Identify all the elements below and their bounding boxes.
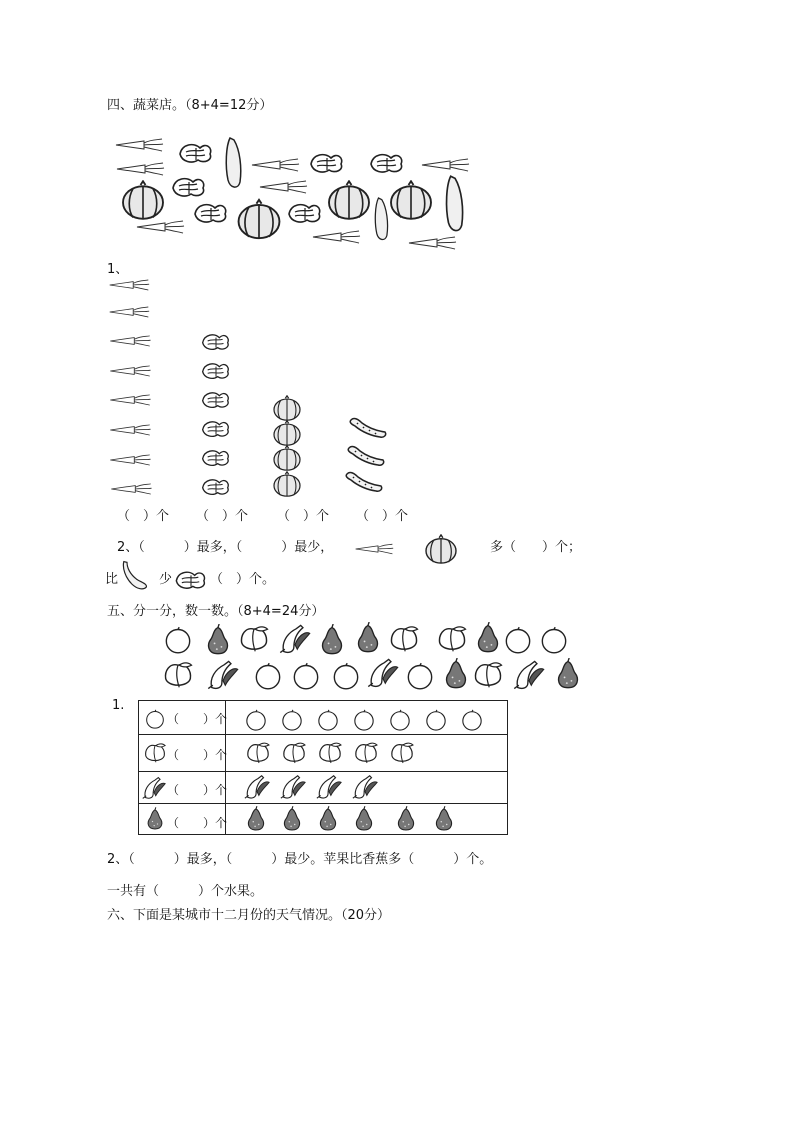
carrot-icon (108, 306, 150, 318)
cabbage-icon (170, 174, 208, 198)
peach-icon (389, 741, 415, 765)
peach-icon (317, 741, 343, 765)
pear-count-blank: （ ）个 (167, 816, 228, 830)
apple-icon (425, 709, 447, 731)
pear-icon (204, 624, 232, 656)
pear-icon (245, 806, 267, 832)
pear-icon (145, 807, 165, 831)
carrot-icon (108, 365, 152, 377)
carrot-icon (354, 543, 394, 555)
banana-icon (315, 772, 343, 802)
blank-loofah: （ ）个 (356, 509, 409, 524)
carrot-icon (112, 138, 166, 152)
cabbage-icon (200, 418, 232, 438)
pear-icon (353, 806, 375, 832)
pumpkin-icon (272, 471, 302, 497)
carrot-icon (252, 180, 314, 194)
apple-icon (292, 662, 320, 690)
peach-icon (353, 741, 379, 765)
pear-icon (281, 806, 303, 832)
cabbage-icon (200, 331, 232, 351)
carrot-icon (108, 279, 150, 291)
cabbage-icon (174, 568, 208, 590)
cabbage-icon (368, 150, 406, 174)
cabbage-icon (308, 150, 346, 174)
section5-q2-line1: 2、（ ）最多，（ ）最少。苹果比香蕉多（ ）个。 (107, 852, 493, 867)
carrot-icon (108, 335, 152, 347)
apple-icon (164, 626, 192, 654)
banana-icon (141, 774, 167, 802)
apple-icon (254, 662, 282, 690)
pear-icon (554, 658, 582, 690)
banana-icon (278, 622, 312, 656)
carrot-icon (110, 162, 170, 176)
loofah-icon (346, 443, 386, 469)
apple-icon (540, 626, 568, 654)
carrot-icon (108, 394, 152, 406)
loofah-icon (220, 136, 246, 192)
blank-carrot: （ ）个 (117, 509, 170, 524)
peach-icon (143, 741, 167, 765)
table-row-banana (139, 772, 507, 804)
pumpkin-icon (236, 198, 282, 240)
section4-q2-line2a: 比 (105, 572, 119, 587)
cabbage-icon (200, 360, 232, 380)
table-row-apple (139, 701, 507, 735)
loofah-icon (344, 469, 384, 495)
apple-icon (461, 709, 483, 731)
cabbage-icon (286, 200, 324, 224)
pear-icon (474, 622, 502, 654)
loofah-icon (438, 174, 470, 236)
pear-icon (318, 624, 346, 656)
blank-cabbage: （ ）个 (196, 509, 249, 524)
peach-icon (472, 660, 504, 690)
apple-count-blank: （ ）个 (167, 712, 228, 726)
pumpkin-icon (424, 534, 458, 564)
vegetable-shop-scene (108, 128, 478, 252)
apple-icon (245, 709, 267, 731)
carrot-icon (308, 230, 364, 244)
pumpkin-icon (388, 180, 434, 220)
loofah-icon (370, 190, 392, 250)
section4-title: 四、蔬菜店。（8+4=12分） (107, 98, 273, 113)
peach-icon (162, 660, 194, 690)
banana-icon (279, 772, 307, 802)
carrot-icon (108, 424, 152, 436)
banana-count-blank: （ ）个 (167, 783, 228, 797)
carrot-icon (244, 158, 306, 172)
apple-icon (389, 709, 411, 731)
cabbage-icon (200, 447, 232, 467)
pumpkin-icon (272, 420, 302, 446)
banana-icon (243, 772, 271, 802)
banana-icon (512, 658, 546, 692)
section5-title: 五、分一分，数一数。（8+4=24分） (107, 604, 325, 619)
apple-icon (406, 662, 434, 690)
carrot-icon (108, 483, 154, 495)
fruit-count-table (138, 700, 508, 835)
pear-icon (354, 622, 382, 654)
section4-q1-label: 1、 (107, 262, 129, 277)
fruit-scene (160, 622, 590, 694)
peach-icon (281, 741, 307, 765)
peach-icon (436, 624, 468, 654)
banana-icon (351, 772, 379, 802)
table-row-peach (139, 735, 507, 772)
section5-q1-label: 1. (112, 698, 125, 713)
banana-icon (206, 658, 240, 692)
banana-icon (366, 656, 400, 690)
carrot-icon (132, 220, 188, 234)
apple-icon (281, 709, 303, 731)
vegetable-pictograph (108, 275, 408, 500)
pear-icon (442, 658, 470, 690)
section4-q2-line2b: 少 (159, 572, 173, 587)
apple-icon (332, 662, 360, 690)
apple-icon (145, 709, 165, 729)
cabbage-icon (200, 389, 232, 409)
peach-icon (238, 624, 270, 654)
peach-icon (388, 624, 420, 654)
blank-pumpkin: （ ）个 (277, 509, 330, 524)
pear-icon (317, 806, 339, 832)
apple-icon (353, 709, 375, 731)
pear-icon (395, 806, 417, 832)
pumpkin-icon (326, 180, 372, 220)
table-row-pear (139, 804, 507, 834)
carrot-icon (414, 158, 476, 172)
cabbage-icon (200, 476, 232, 496)
pumpkin-icon (272, 445, 302, 471)
peach-count-blank: （ ）个 (167, 748, 228, 762)
cabbage-icon (192, 200, 230, 224)
section6-title: 六、下面是某城市十二月份的天气情况。（20分） (107, 908, 391, 923)
apple-icon (317, 709, 339, 731)
peach-icon (245, 741, 271, 765)
apple-icon (504, 626, 532, 654)
carrot-icon (108, 454, 152, 466)
carrot-icon (402, 236, 462, 250)
pumpkin-icon (272, 395, 302, 421)
pear-icon (433, 806, 455, 832)
section5-q2-line2: 一共有（ ）个水果。 (107, 884, 264, 899)
pumpkin-icon (120, 180, 166, 220)
loofah-icon (348, 415, 388, 441)
section4-q2-line2c: （ ）个。 (210, 572, 276, 587)
cabbage-icon (178, 140, 214, 164)
section4-q2-line1a: 2、（ ）最多，（ ）最少， (117, 540, 334, 555)
section4-q2-line1b: 多（ ）个； (490, 540, 582, 555)
loofah-icon (118, 560, 152, 592)
